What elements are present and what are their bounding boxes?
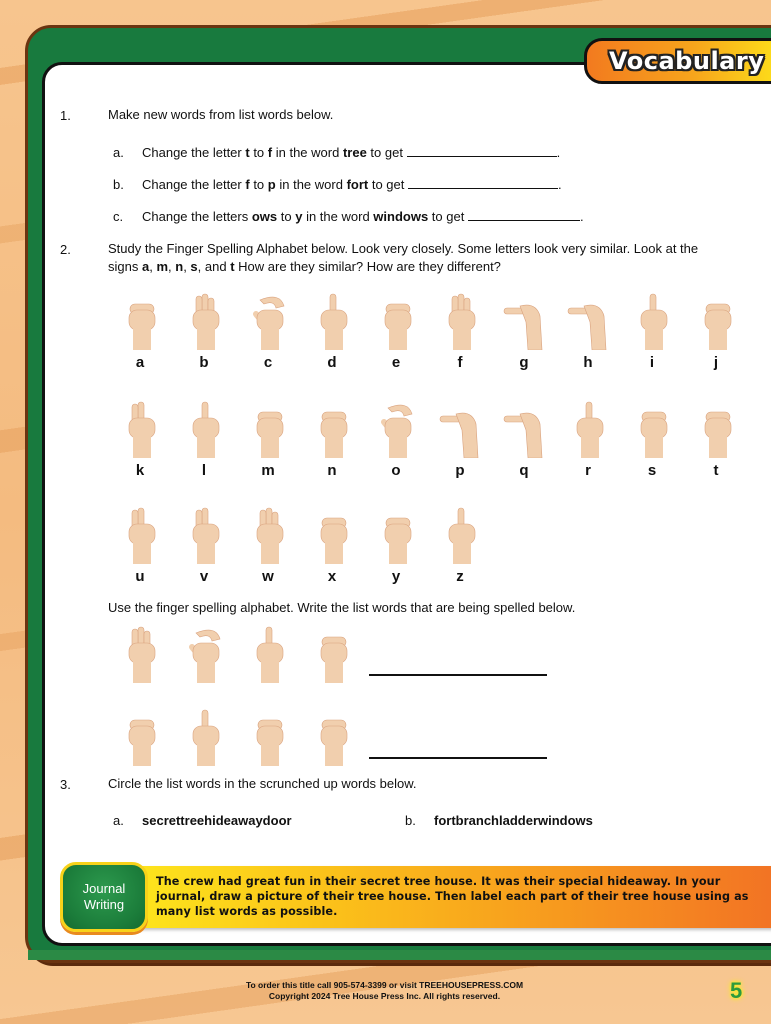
q3-item-b-label: b. (405, 813, 416, 828)
sign-letter: u (135, 568, 145, 585)
hand-sign-w-icon (246, 506, 290, 564)
hand-sign-icon (246, 708, 290, 766)
sign-letter: n (327, 462, 337, 479)
sign-e (371, 292, 421, 372)
q1-item-c-label: c. (113, 209, 124, 224)
q1-item-b-label: b. (113, 177, 124, 192)
hand-sign-icon (182, 708, 226, 766)
footer-copyright: Copyright 2024 Tree House Press Inc. All rights reserved. (268, 991, 501, 1001)
question-3-prompt: Circle the list words in the scrunched up words below. (108, 776, 417, 791)
sign-letter: r (585, 462, 591, 479)
sign-letter: y (391, 568, 401, 585)
spelled-word-answer-line-2[interactable] (369, 757, 547, 759)
sign-c (243, 292, 293, 372)
q1-item-b: Change the letter f to p in the word fort to get . (142, 177, 562, 192)
hand-sign-y-icon (374, 506, 418, 564)
journal-writing-box (60, 862, 771, 932)
sign-n (307, 400, 357, 480)
badge-line-2: Writing (83, 897, 125, 912)
sign-letter: w (262, 568, 274, 585)
q1-item-c: Change the letters ows to y in the word windows to get . (142, 209, 584, 224)
hand-sign-icon (182, 625, 226, 683)
sign-letter: q (519, 462, 529, 479)
sign-r (563, 400, 613, 480)
sign-p (435, 400, 485, 480)
q3-item-a-label: a. (113, 813, 124, 828)
sign-letter: p (455, 462, 465, 479)
sign-letter: h (583, 354, 593, 371)
hand-sign-f-icon (438, 292, 482, 350)
hand-sign-k-icon (118, 400, 162, 458)
sign-w (243, 506, 293, 586)
sign-letter: b (199, 354, 209, 371)
journal-prompt-text: The crew had great fun in their secret tree house. It was their special hideaway. In your journal, draw a picture of their tree house. Then label each part of their tree house using as many list words as possible. (156, 875, 749, 918)
footer (0, 980, 771, 1002)
sign-h (563, 292, 613, 372)
sign-letter: t (713, 462, 719, 479)
footer-order-info: To order this title call 905-574-3399 or visit TREEHOUSEPRESS.COM (245, 980, 524, 990)
sign-m (243, 400, 293, 480)
sign-f (435, 292, 485, 372)
sign-s (627, 400, 677, 480)
sign-d (307, 292, 357, 372)
sign-u (115, 506, 165, 586)
sign-k (115, 400, 165, 480)
journal-writing-badge (60, 862, 148, 932)
hand-sign-b-icon (182, 292, 226, 350)
question-2-number: 2. (60, 242, 71, 257)
q1-item-a: Change the letter t to f in the word tree to get . (142, 145, 561, 160)
q1-item-a-label: a. (113, 145, 124, 160)
sign-letter: g (519, 354, 529, 371)
hand-sign-icon (118, 708, 162, 766)
answer-blank-c[interactable] (468, 209, 580, 221)
answer-blank-b[interactable] (408, 177, 558, 189)
hand-sign-r-icon (566, 400, 610, 458)
spelled-word-answer-line-1[interactable] (369, 674, 547, 676)
hand-sign-h-icon (566, 292, 610, 350)
sign-letter: o (391, 462, 401, 479)
question-1-number: 1. (60, 108, 71, 123)
answer-blank-a[interactable] (407, 145, 557, 157)
sign-j (691, 292, 741, 372)
sign-l (179, 400, 229, 480)
hand-sign-o-icon (374, 400, 418, 458)
hand-sign-icon (118, 625, 162, 683)
hand-sign-c-icon (246, 292, 290, 350)
hand-sign-g-icon (502, 292, 546, 350)
hand-sign-icon (246, 625, 290, 683)
sign-letter: d (327, 354, 337, 371)
section-title-tab (584, 38, 771, 84)
sign-y (371, 506, 421, 586)
sign-letter: j (713, 354, 719, 371)
page-number: 5 (730, 978, 743, 1003)
hand-sign-p-icon (438, 400, 482, 458)
hand-sign-m-icon (246, 400, 290, 458)
hand-sign-s-icon (630, 400, 674, 458)
sign-t (691, 400, 741, 480)
question-1-prompt: Make new words from list words below. (108, 107, 334, 122)
sign-letter: x (327, 568, 337, 585)
sign-letter: e (391, 354, 401, 371)
sign-g (499, 292, 549, 372)
hand-sign-t-icon (694, 400, 738, 458)
q3-scrunched-word-b: fortbranchladderwindows (434, 813, 593, 828)
hand-sign-x-icon (310, 506, 354, 564)
sign-q (499, 400, 549, 480)
q3-scrunched-word-a: secrettreehideawaydoor (142, 813, 292, 828)
sign-letter: i (649, 354, 655, 371)
sign-letter: z (456, 568, 464, 585)
sign-letter: k (135, 462, 145, 479)
hand-sign-l-icon (182, 400, 226, 458)
page-title: Vocabulary (609, 47, 765, 75)
sign-letter: a (135, 354, 145, 371)
hand-sign-icon (310, 708, 354, 766)
sign-letter: f (457, 354, 463, 371)
sign-i (627, 292, 677, 372)
sign-v (179, 506, 229, 586)
sign-b (179, 292, 229, 372)
hand-sign-v-icon (182, 506, 226, 564)
hand-sign-z-icon (438, 506, 482, 564)
hand-sign-q-icon (502, 400, 546, 458)
hand-sign-e-icon (374, 292, 418, 350)
hand-sign-icon (310, 625, 354, 683)
hand-sign-n-icon (310, 400, 354, 458)
hand-sign-a-icon (118, 292, 162, 350)
question-3-number: 3. (60, 777, 71, 792)
question-2-prompt: Study the Finger Spelling Alphabet below. Look very closely. Some letters look very similar. Look at the signs a, m, n, s, and t How are they similar? How are they different? (108, 241, 699, 274)
hand-sign-u-icon (118, 506, 162, 564)
hand-sign-j-icon (694, 292, 738, 350)
sign-letter: v (199, 568, 209, 585)
sign-letter: s (647, 462, 657, 479)
badge-line-1: Journal (82, 881, 126, 896)
sign-z (435, 506, 485, 586)
hand-sign-i-icon (630, 292, 674, 350)
sign-letter: c (263, 354, 273, 371)
sign-x (307, 506, 357, 586)
hand-sign-d-icon (310, 292, 354, 350)
sign-o (371, 400, 421, 480)
sign-a (115, 292, 165, 372)
sign-letter: l (201, 462, 207, 479)
spelling-prompt: Use the finger spelling alphabet. Write the list words that are being spelled below. (108, 600, 576, 615)
sign-letter: m (261, 462, 275, 479)
